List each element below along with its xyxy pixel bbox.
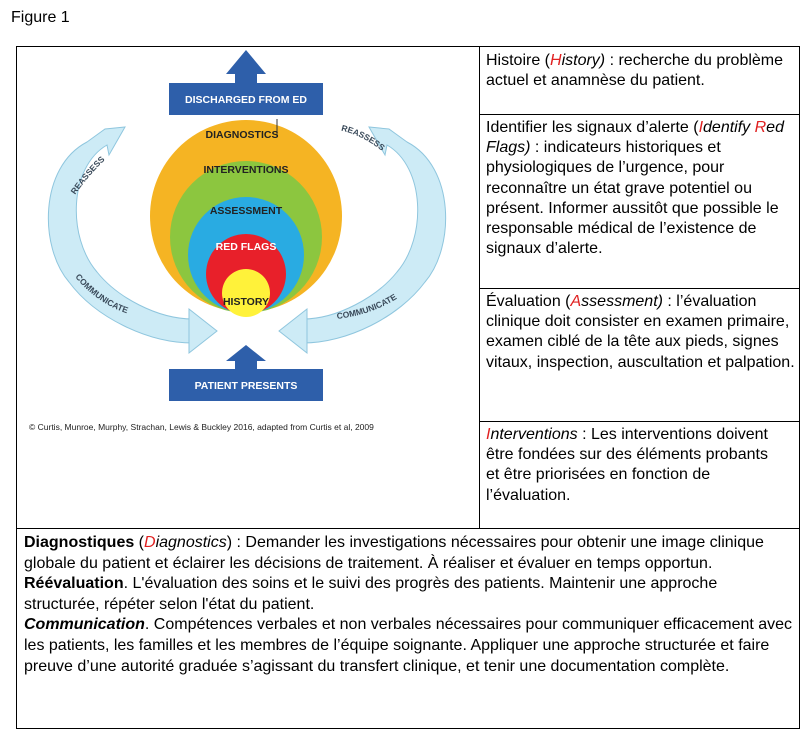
cell-history: Histoire (History) : recherche du problème actuel et anamnèse du patient. xyxy=(486,52,784,90)
arc-label-reassess-left: REASSESS xyxy=(68,153,107,197)
para-diagnostics: Diagnostiques (Diagnostics) : Demander les investigations nécessaires pour obtenir une image clinique globale du patient et éclairer les décisions de traitement. À réaliser et évaluer en temps opportun. xyxy=(24,534,764,572)
diagram-caption: © Curtis, Munroe, Murphy, Strachan, Lewis & Buckley 2016, adapted from Curtis et al, 2009 xyxy=(29,422,374,432)
figure-label: Figure 1 xyxy=(11,9,70,26)
discharge-arrow xyxy=(226,50,266,83)
cell-red-flags: Identifier les signaux d’alerte (Identify Red Flags) : indicateurs historiques et physiologiques de l’urgence, pour reconnaître un état grave potentiel ou présent. Informer aussitôt que possible le responsable médical de l’existence de signaux d’alerte. xyxy=(486,119,784,258)
arc-label-reassess-right: REASSESS xyxy=(340,122,387,153)
presents-arrow xyxy=(226,345,266,371)
discharged-box-label: DISCHARGED FROM ED xyxy=(185,94,307,106)
row-divider xyxy=(479,288,800,289)
para-reassessment: Réévaluation. L'évaluation des soins et le suivi des progrès des patients. Maintenir une approche structurée, répéter selon l'état du patient. xyxy=(24,575,718,613)
arc-label-communicate-left: COMMUNICATE xyxy=(73,271,130,316)
care-model-diagram xyxy=(17,47,479,528)
ring-label-history: HISTORY xyxy=(222,296,270,308)
arc-arrowhead-right xyxy=(279,309,307,353)
ring-label-interventions: INTERVENTIONS xyxy=(203,164,289,176)
cell-assessment: Évaluation (Assessment) : l’évaluation clinique doit consister en examen primaire, examen ciblé de la tête aux pieds, signes vitaux, inspection, auscultation et palpation. xyxy=(486,293,795,371)
patient-presents-label: PATIENT PRESENTS xyxy=(194,380,298,392)
arc-arrowhead-left xyxy=(189,309,217,353)
row-divider xyxy=(479,421,800,422)
ring-history xyxy=(222,269,270,317)
row-divider xyxy=(17,528,800,529)
ring-label-diagnostics: DIAGNOSTICS xyxy=(205,129,279,141)
arc-label-communicate-right: COMMUNICATE xyxy=(336,291,399,321)
ring-label-red-flags: RED FLAGS xyxy=(215,241,277,253)
para-communication: Communication. Compétences verbales et non verbales nécessaires pour communiquer efficacement avec les patients, les familles et les membres de l’équipe soignante. Appliquer une approche structurée et faire preuve d’une autorité graduée s’agissant du transfert clinique, et tenir une documentation complète. xyxy=(24,616,793,675)
figure-table xyxy=(16,46,800,729)
cell-interventions: Interventions : Les interventions doivent être fondées sur des éléments probants et être priorisées en fonction de l’évaluation. xyxy=(486,426,768,504)
ring-label-assessment: ASSESSMENT xyxy=(209,205,283,217)
row-divider xyxy=(479,114,800,115)
diagram-svg xyxy=(17,47,479,528)
cell-bottom xyxy=(24,533,796,677)
